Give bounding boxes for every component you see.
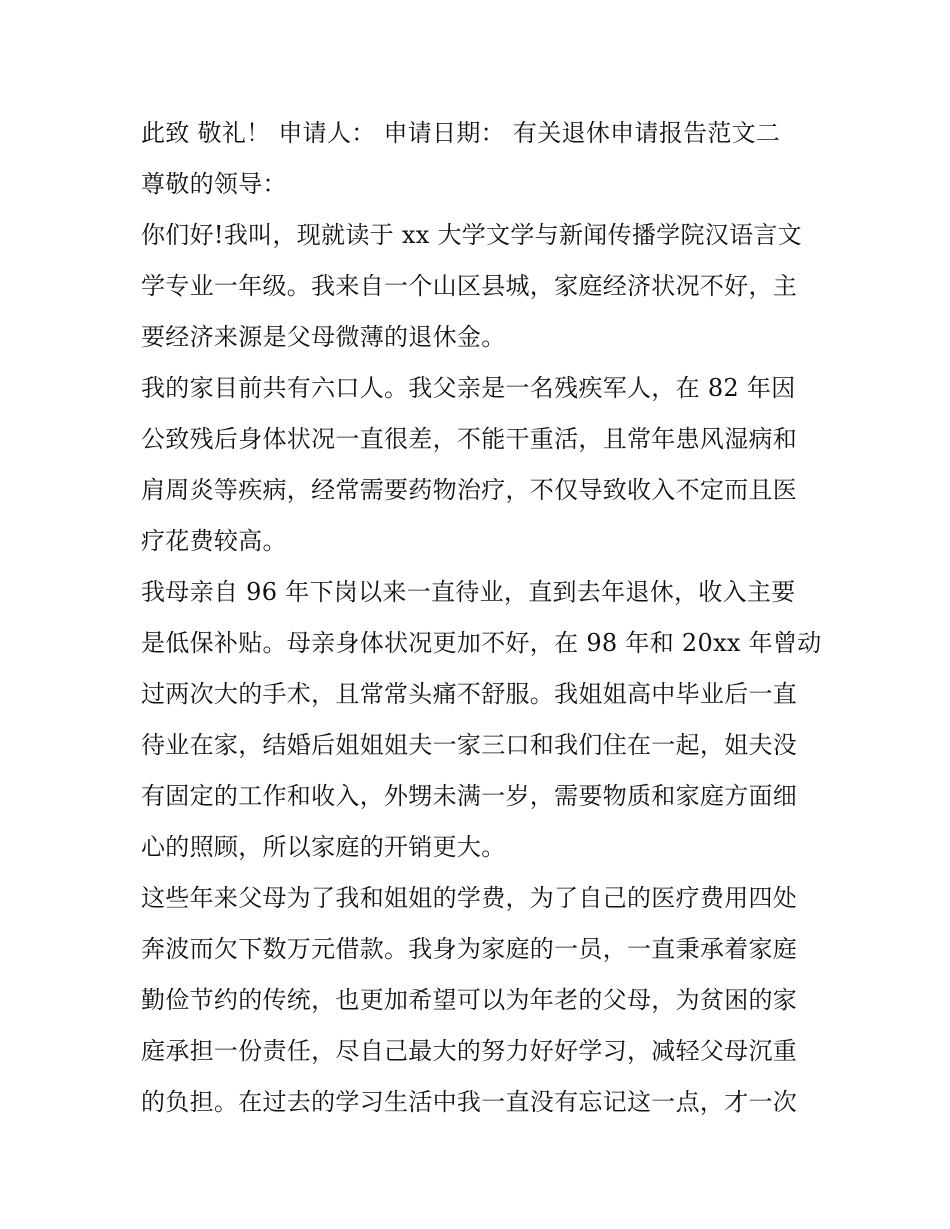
intro-paragraph xyxy=(141,210,821,363)
text-line: 过两次大的手术，且常常头痛不舒服。我姐姐高中毕业后一直 xyxy=(141,680,798,708)
text-line: 奔波而欠下数万元借款。我身为家庭的一员，一直秉承着家庭 xyxy=(141,935,798,963)
text-line: 心的照顾，所以家庭的开销更大。 xyxy=(141,833,506,861)
text-line: 待业在家，结婚后姐姐姐夫一家三口和我们住在一起，姐夫没 xyxy=(141,731,798,759)
text-line: 你们好!我叫，现就读于 xx 大学文学与新闻传播学院汉语言文 xyxy=(141,221,802,249)
text-line: 的负担。在过去的学习生活中我一直没有忘记这一点，才一次 xyxy=(141,1088,798,1116)
closing-paragraph xyxy=(141,108,821,159)
father-paragraph xyxy=(141,363,821,567)
text-line: 勤俭节约的传统，也更加希望可以为年老的父母，为贫困的家 xyxy=(141,986,798,1014)
text-line: 有固定的工作和收入，外甥未满一岁，需要物质和家庭方面细 xyxy=(141,782,798,810)
text-line: 我母亲自 96 年下岗以来一直待业，直到去年退休，收入主要 xyxy=(141,578,796,606)
salutation-paragraph xyxy=(141,159,821,210)
text-line: 要经济来源是父母微薄的退休金。 xyxy=(141,323,506,351)
mother-paragraph xyxy=(141,567,821,873)
text-line: 庭承担一份责任，尽自己最大的努力好好学习，减轻父母沉重 xyxy=(141,1037,798,1065)
text-line: 疗花费较高。 xyxy=(141,527,287,555)
text-line: 我的家目前共有六口人。我父亲是一名残疾军人，在 82 年因 xyxy=(141,374,796,402)
text-line: 公致残后身体状况一直很差，不能干重活，且常年患风湿病和 xyxy=(141,425,798,453)
debt-paragraph xyxy=(141,873,821,1128)
document-body xyxy=(141,108,821,1128)
text-line: 此致 敬礼！ 申请人： 申请日期： 有关退休申请报告范文二 xyxy=(141,119,781,147)
text-line: 学专业一年级。我来自一个山区县城，家庭经济状况不好，主 xyxy=(141,272,798,300)
text-line: 尊敬的领导： xyxy=(141,170,287,198)
text-line: 这些年来父母为了我和姐姐的学费，为了自己的医疗费用四处 xyxy=(141,884,798,912)
text-line: 肩周炎等疾病，经常需要药物治疗，不仅导致收入不定而且医 xyxy=(141,476,798,504)
text-line: 是低保补贴。母亲身体状况更加不好，在 98 年和 20xx 年曾动 xyxy=(141,629,822,657)
